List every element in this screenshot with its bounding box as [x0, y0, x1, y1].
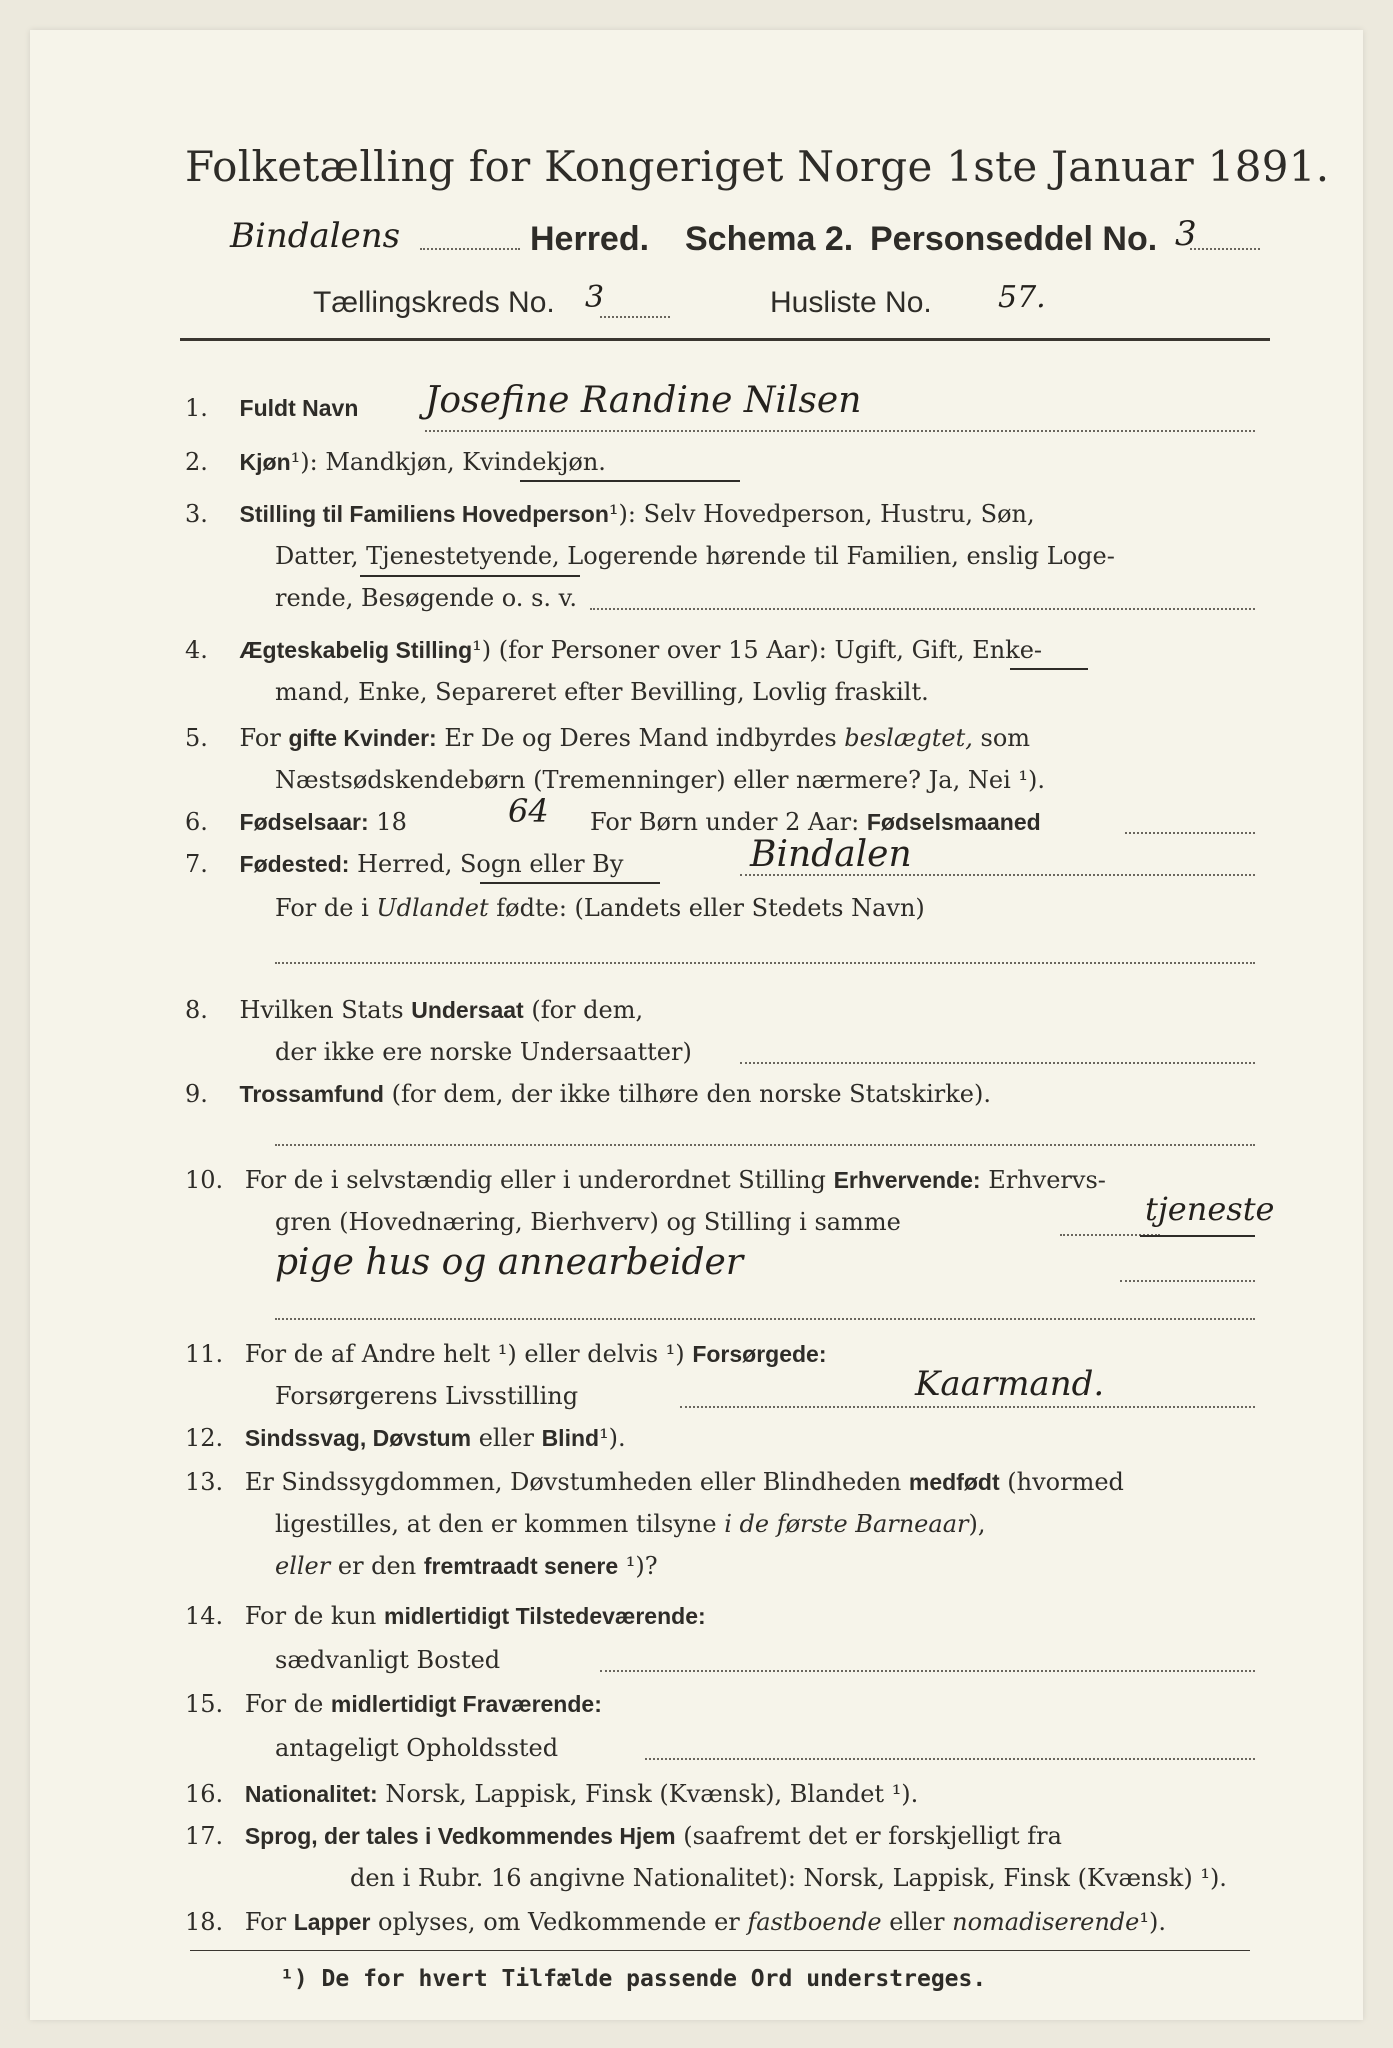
item-6 — [185, 802, 407, 842]
item-5-text1b: beslægtet, — [844, 724, 973, 752]
item-7 — [185, 844, 623, 884]
item-15-pre: For de — [244, 1690, 324, 1718]
item-13-label: medfødt — [908, 1469, 1000, 1495]
item-7-num: 7. — [185, 850, 208, 878]
item-7-text2c: fødte: (Landets eller Stedets Navn) — [496, 894, 925, 922]
item-11-label: Forsørgede: — [692, 1341, 827, 1367]
item-13-text2b: i de første Barneaar — [724, 1510, 969, 1538]
item-12-num: 12. — [185, 1424, 224, 1452]
item-6-prefix: 18 — [376, 808, 407, 836]
occupation-value-2: pige hus og annearbeider — [275, 1242, 744, 1283]
item-5-pre: For — [239, 724, 281, 752]
item-8-dots — [740, 1060, 1255, 1064]
item-2-label: Kjøn — [239, 449, 291, 475]
item-2-text: ¹): Mandkjøn, Kvindekjøn. — [290, 448, 606, 476]
item-16-num: 16. — [185, 1780, 224, 1808]
item-3-text1: ¹): Selv Hovedperson, Hustru, Søn, — [608, 500, 1035, 528]
item-5-line2: Næstsødskendebørn (Tremenninger) eller nærmere? Ja, Nei ¹). — [275, 766, 1045, 794]
item-3-num: 3. — [185, 500, 208, 528]
kreds-label: Tællingskreds No. — [313, 286, 555, 319]
item-1-dots — [425, 428, 1255, 432]
item-3-line2: Datter, Tjenestetyende, Logerende hørende til Familien, enslig Loge- — [275, 542, 1115, 570]
item-4-num: 4. — [185, 636, 208, 664]
item-11-line1 — [185, 1334, 827, 1374]
item-4-label: Ægteskabelig Stilling — [239, 637, 473, 663]
item-16-label: Nationalitet: — [244, 1781, 378, 1807]
husliste-label: Husliste No. — [770, 286, 932, 319]
census-form — [30, 30, 1363, 2020]
item-16-text: Norsk, Lappisk, Finsk (Kvænsk), Blandet ¹). — [385, 1780, 919, 1808]
item-8-pre: Hvilken Stats — [239, 996, 404, 1024]
ugift-underline — [1010, 668, 1088, 670]
item-14-line2: sædvanligt Bosted — [275, 1646, 501, 1674]
item-7-line2 — [275, 888, 925, 928]
item-7-label: Fødested: — [239, 851, 350, 877]
item-5-label: gifte Kvinder: — [288, 725, 437, 751]
item-1 — [185, 388, 358, 428]
herred-value: Bindalens — [230, 216, 401, 256]
item-7-text2b: Udlandet — [376, 894, 489, 922]
herred-label: Herred. — [530, 220, 650, 258]
item-10-text1a: For de i selvstændig eller i underordnet Stilling — [244, 1166, 826, 1194]
item-18-it2: nomadiserende — [952, 1908, 1140, 1936]
item-13-text3b: er den — [337, 1552, 417, 1580]
item-6-label2: Fødselsmaaned — [866, 809, 1041, 835]
kreds-dots — [600, 314, 670, 318]
item-17-line1 — [185, 1816, 1062, 1856]
occupation-underline-1 — [1140, 1235, 1255, 1237]
item-10-text1b: Erhvervs- — [988, 1166, 1106, 1194]
item-17-line2: den i Rubr. 16 angivne Nationalitet): Norsk, Lappisk, Finsk (Kvænsk) ¹). — [350, 1864, 1227, 1892]
item-15-line2: antageligt Opholdssted — [275, 1734, 559, 1762]
tjenestetyende-underline — [360, 575, 580, 577]
item-14-line1 — [185, 1596, 706, 1636]
item-17-label: Sprog, der tales i Vedkommendes Hjem — [244, 1823, 676, 1849]
item-1-label: Fuldt Navn — [239, 395, 359, 421]
item-11-text1a: For de af Andre helt ¹) eller delvis ¹) — [244, 1340, 685, 1368]
item-16 — [185, 1774, 918, 1814]
item-11-dots — [680, 1404, 1255, 1408]
item-13-line3 — [275, 1546, 658, 1586]
item-10-dots-2 — [1120, 1278, 1255, 1282]
item-10-num: 10. — [185, 1166, 224, 1194]
item-10-dots-3 — [275, 1316, 1255, 1320]
item-8-text1: (for dem, — [531, 996, 644, 1024]
item-6-text: For Børn under 2 Aar: — [590, 808, 860, 836]
item-18-text1: oplyses, om Vedkommende er — [378, 1908, 740, 1936]
occupation-value-1: tjeneste — [1145, 1190, 1275, 1228]
kreds-value: 3 — [585, 280, 605, 315]
item-3-label: Stilling til Familiens Hovedperson — [239, 501, 609, 527]
item-13-text1a: Er Sindssygdommen, Døvstumheden eller Blindheden — [244, 1468, 902, 1496]
item-13-line1 — [185, 1462, 1124, 1502]
item-8-line1 — [185, 990, 643, 1030]
item-18-pre: For — [244, 1908, 287, 1936]
item-11-line2: Forsørgerens Livsstilling — [275, 1382, 579, 1410]
item-10-line2: gren (Hovednæring, Bierhverv) og Stilling i samme — [275, 1208, 901, 1236]
item-9-dots — [275, 1142, 1255, 1146]
birthplace-value: Bindalen — [750, 834, 912, 875]
item-14-num: 14. — [185, 1602, 224, 1630]
item-4-line2: mand, Enke, Separeret efter Bevilling, Lovlig fraskilt. — [275, 678, 929, 706]
item-13-text1b: (hvormed — [1007, 1468, 1124, 1496]
item-4-text1: ¹) (for Personer over 15 Aar): Ugift, Gift, Enke- — [472, 636, 1043, 664]
item-13-text2a: ligestilles, at den er kommen tilsyne — [275, 1510, 717, 1538]
item-9-text: (for dem, der ikke tilhøre den norske Statskirke). — [391, 1080, 991, 1108]
item-14-pre: For de kun — [244, 1602, 377, 1630]
item-12-label: Sindssvag, Døvstum — [244, 1425, 472, 1451]
item-13-num: 13. — [185, 1468, 224, 1496]
item-12-mid: eller — [478, 1424, 534, 1452]
item-14-label: midlertidigt Tilstedeværende: — [384, 1603, 706, 1629]
item-10-label: Erhvervende: — [833, 1167, 981, 1193]
sogn-underline — [480, 882, 660, 884]
item-18 — [185, 1902, 1166, 1942]
item-6-num: 6. — [185, 808, 208, 836]
item-12-label2: Blind — [541, 1425, 600, 1451]
item-15-num: 15. — [185, 1690, 224, 1718]
item-5-line1 — [185, 718, 1030, 758]
item-3-dots — [590, 606, 1255, 610]
item-13-label3: fremtraadt senere — [423, 1553, 619, 1579]
item-13-text3c: ¹)? — [625, 1552, 658, 1580]
item-4-line1 — [185, 630, 1042, 670]
kvindekjon-underline — [520, 480, 740, 482]
item-15-line1 — [185, 1684, 602, 1724]
provider-occupation-value: Kaarmand. — [915, 1364, 1105, 1404]
item-2 — [185, 442, 606, 482]
item-15-label: midlertidigt Fraværende: — [330, 1691, 602, 1717]
schema-label: Schema 2. — [685, 220, 854, 258]
item-7-dots-2 — [275, 960, 1255, 964]
birth-year-value: 64 — [508, 792, 549, 830]
item-18-mid: eller — [889, 1908, 945, 1936]
item-9-num: 9. — [185, 1080, 208, 1108]
item-3-line3: rende, Besøgende o. s. v. — [275, 584, 577, 612]
item-18-label: Lapper — [293, 1909, 371, 1935]
item-1-num: 1. — [185, 394, 208, 422]
item-8-num: 8. — [185, 996, 208, 1024]
footnote-rule — [190, 1950, 1250, 1951]
item-8-line2: der ikke ere norske Undersaatter) — [275, 1038, 692, 1066]
personseddel-value: 3 — [1175, 214, 1197, 254]
item-7-text2a: For de i — [275, 894, 369, 922]
item-18-it1: fastboende — [747, 1908, 882, 1936]
item-13-line2 — [275, 1504, 985, 1544]
item-2-num: 2. — [185, 448, 208, 476]
form-title: Folketælling for Kongeriget Norge 1ste Januar 1891. — [185, 142, 1330, 191]
item-13-text2c: ), — [968, 1510, 986, 1538]
item-5-num: 5. — [185, 724, 208, 752]
item-8-label: Undersaat — [411, 997, 524, 1023]
header-rule — [180, 338, 1270, 341]
item-17-text1: (saafremt det er forskjelligt fra — [683, 1822, 1062, 1850]
item-3-line1 — [185, 494, 1035, 534]
item-10-line1 — [185, 1160, 1106, 1200]
herred-dots — [420, 246, 520, 250]
item-9-label: Trossamfund — [239, 1081, 384, 1107]
item-7-dots — [740, 872, 1255, 876]
item-6-dots — [1125, 830, 1255, 834]
item-9 — [185, 1074, 991, 1114]
footnote: ¹) De for hvert Tilfælde passende Ord understreges. — [280, 1966, 987, 1992]
item-12 — [185, 1418, 626, 1458]
item-18-suffix: ¹). — [1139, 1908, 1166, 1936]
personseddel-label: Personseddel No. — [870, 220, 1158, 258]
husliste-value: 57. — [998, 280, 1046, 315]
item-5-text1a: Er De og Deres Mand indbyrdes — [444, 724, 837, 752]
item-13-text3a: eller — [275, 1552, 331, 1580]
item-15-dots — [645, 1756, 1255, 1760]
item-7-text: Herred, Sogn eller By — [357, 850, 624, 878]
item-6-label: Fødselsaar: — [239, 809, 369, 835]
item-11-num: 11. — [185, 1340, 224, 1368]
item-12-suffix: ¹). — [599, 1424, 626, 1452]
item-17-num: 17. — [185, 1822, 224, 1850]
full-name-value: Josefine Randine Nilsen — [425, 380, 862, 421]
item-18-num: 18. — [185, 1908, 224, 1936]
item-5-text1c: som — [980, 724, 1031, 752]
item-14-dots — [600, 1668, 1255, 1672]
personseddel-dots — [1190, 246, 1260, 250]
